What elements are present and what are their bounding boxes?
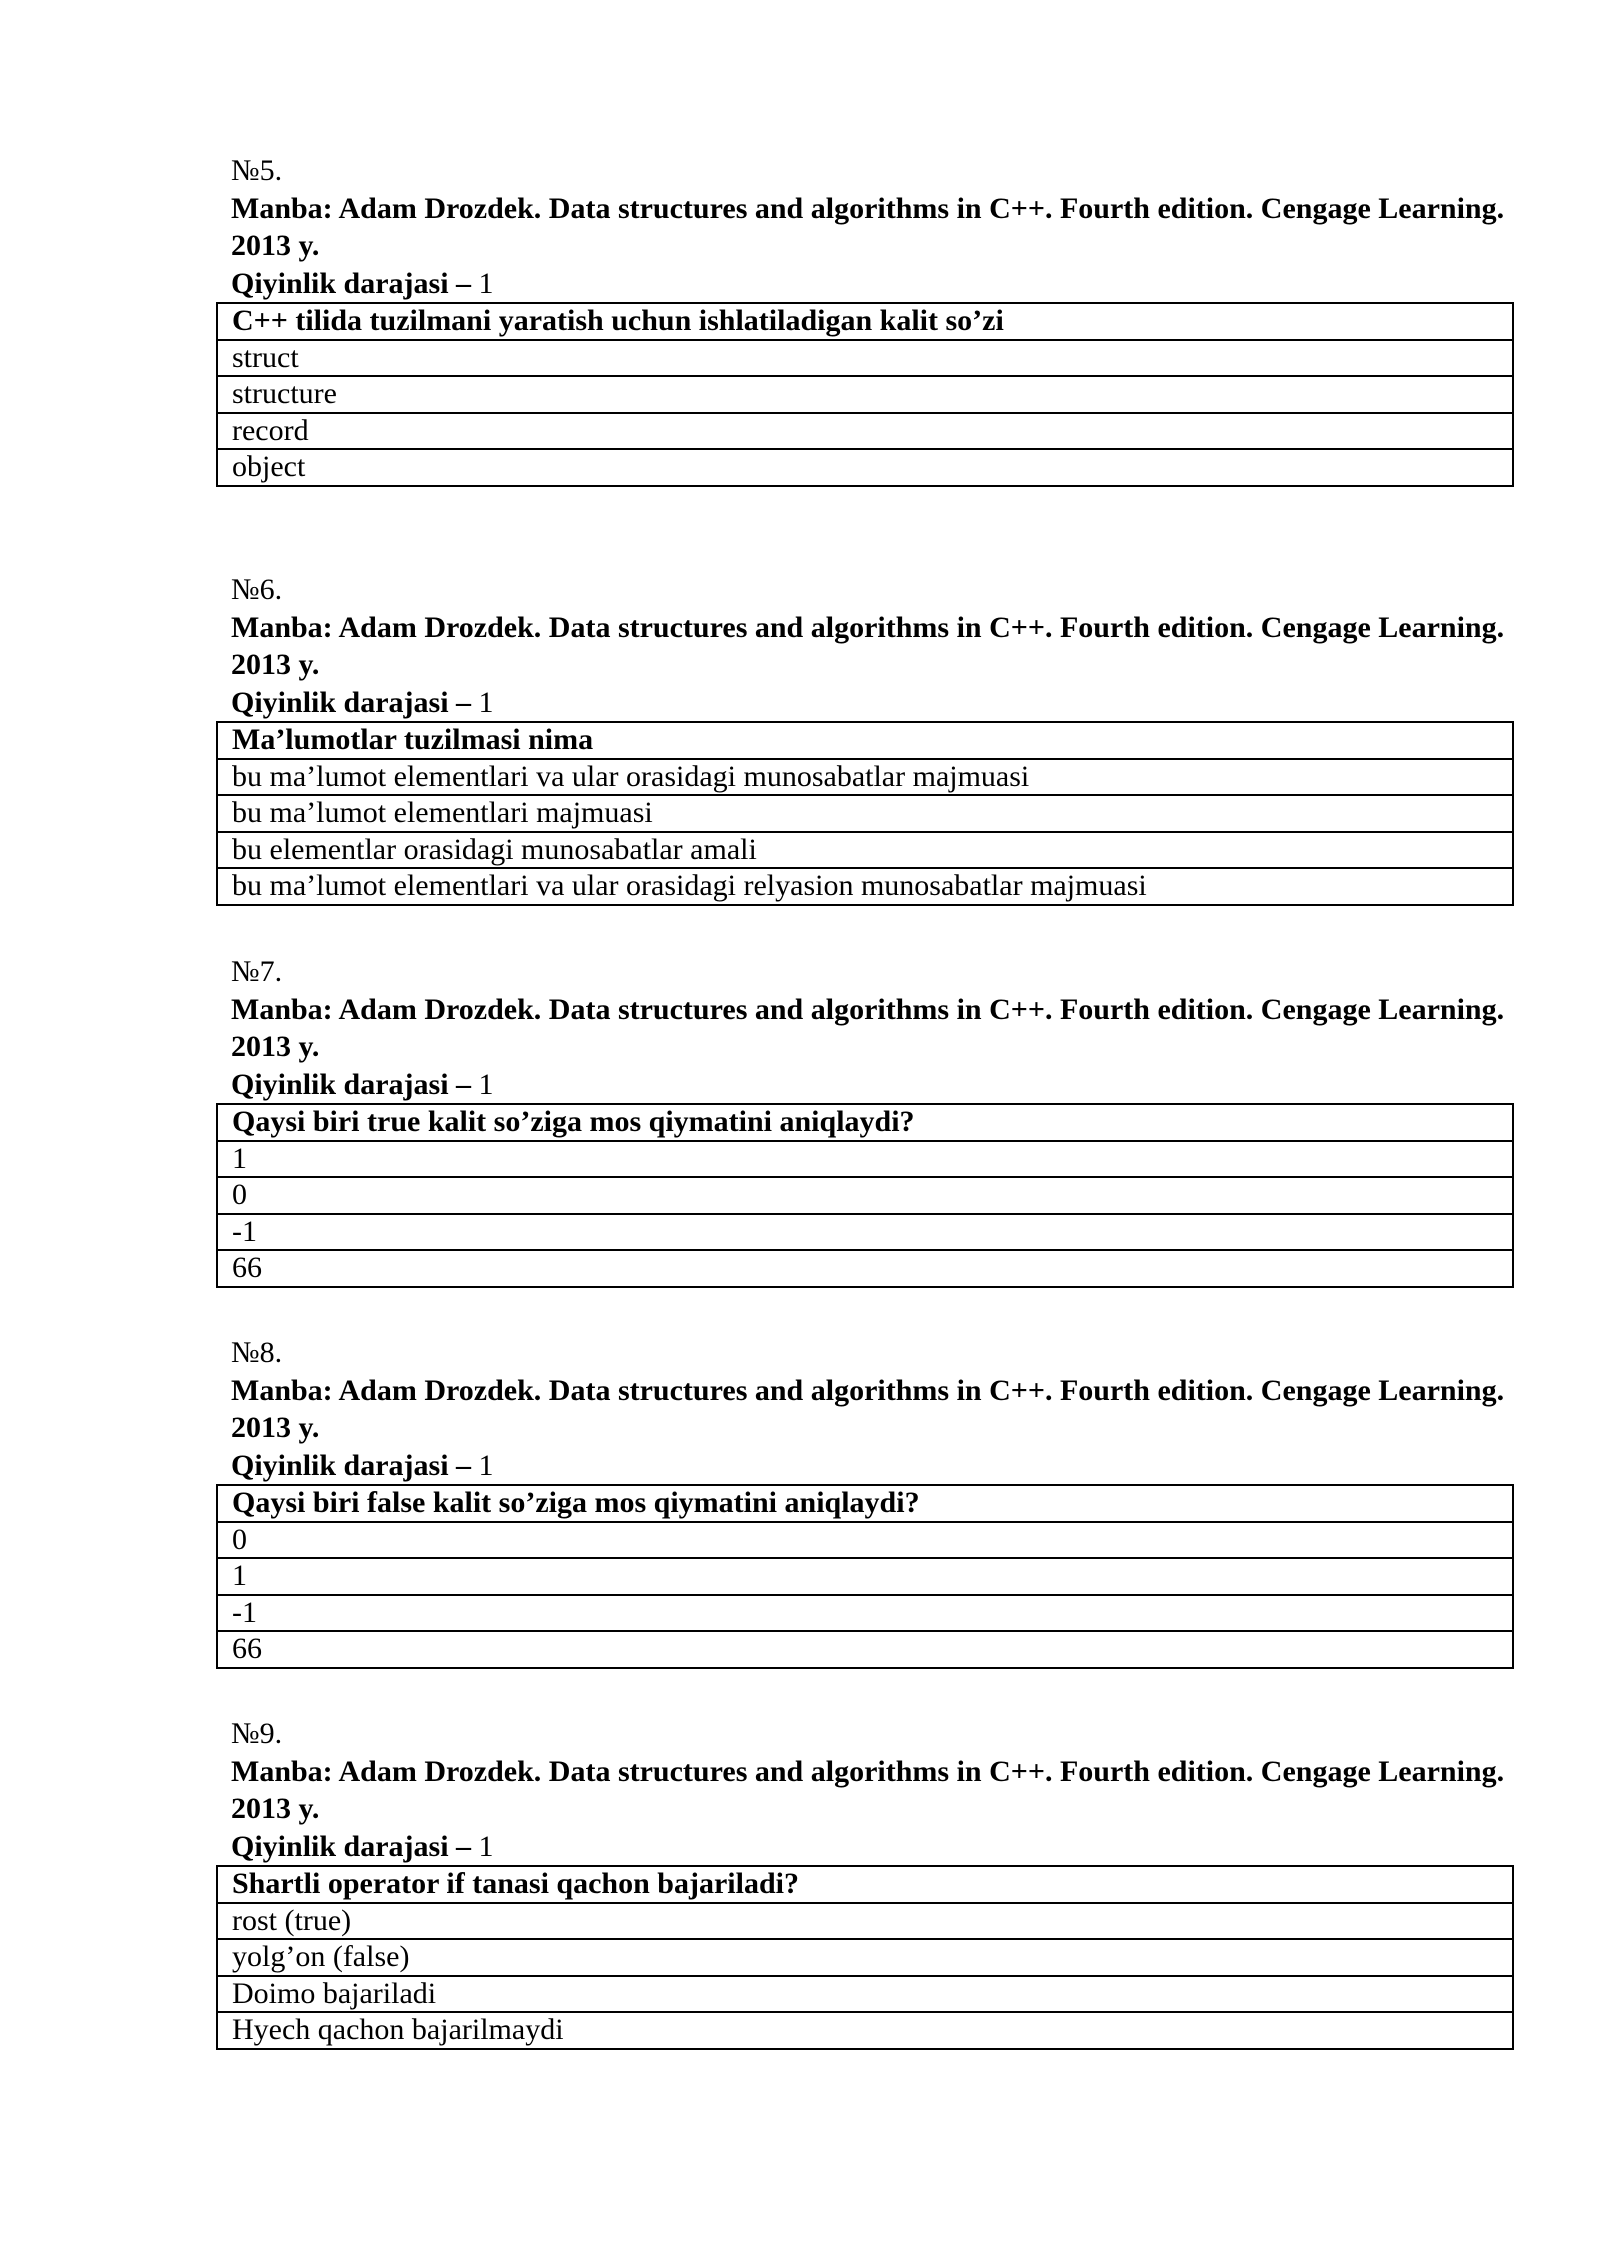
question-source: Manba: Adam Drozdek. Data structures and algorithms in C++. Fourth edition. Cengage Learning. 2013 y. [231,1373,1505,1444]
difficulty-label: Qiyinlik darajasi – [231,1829,472,1863]
answer-option: Doimo bajariladi [217,1976,1513,2013]
difficulty-level [216,1447,1514,1485]
question-prompt: Qaysi biri false kalit so’ziga mos qiymatini aniqlaydi? [217,1485,1513,1522]
question-prompt: Shartli operator if tanasi qachon bajariladi? [217,1866,1513,1903]
difficulty-label: Qiyinlik darajasi – [231,1448,472,1482]
question-8 [216,1334,1514,1669]
answer-table [216,302,1514,487]
question-number: №6. [231,573,283,606]
answer-option: bu ma’lumot elementlari majmuasi [217,795,1513,832]
answer-option: Hyech qachon bajarilmaydi [217,2012,1513,2049]
answer-option: 1 [217,1141,1513,1178]
answer-table [216,1103,1514,1288]
difficulty-value: 1 [478,685,494,719]
difficulty-value: 1 [478,1067,494,1101]
difficulty-label: Qiyinlik darajasi – [231,1067,472,1101]
question-5 [216,152,1514,487]
difficulty-label: Qiyinlik darajasi – [231,685,472,719]
answer-table [216,1484,1514,1669]
answer-option: 66 [217,1631,1513,1668]
answer-option: bu ma’lumot elementlari va ular orasidagi munosabatlar majmuasi [217,759,1513,796]
difficulty-value: 1 [478,1448,494,1482]
answer-option: bu elementlar orasidagi munosabatlar amali [217,832,1513,869]
answer-option: -1 [217,1595,1513,1632]
question-source: Manba: Adam Drozdek. Data structures and algorithms in C++. Fourth edition. Cengage Learning. 2013 y. [231,610,1505,681]
answer-table [216,721,1514,906]
answer-option: 66 [217,1250,1513,1287]
answer-option: rost (true) [217,1903,1513,1940]
question-source: Manba: Adam Drozdek. Data structures and algorithms in C++. Fourth edition. Cengage Learning. 2013 y. [231,992,1505,1063]
difficulty-level [216,265,1514,303]
answer-option: record [217,413,1513,450]
question-9 [216,1715,1514,2050]
question-source: Manba: Adam Drozdek. Data structures and algorithms in C++. Fourth edition. Cengage Learning. 2013 y. [231,1754,1505,1825]
answer-option: 1 [217,1558,1513,1595]
difficulty-label: Qiyinlik darajasi – [231,266,472,300]
answer-option: object [217,449,1513,486]
difficulty-level [216,1828,1514,1866]
difficulty-value: 1 [478,1829,494,1863]
question-number: №8. [231,1336,283,1369]
question-number: №7. [231,955,283,988]
question-number: №9. [231,1717,283,1750]
answer-option: -1 [217,1214,1513,1251]
question-prompt: Ma’lumotlar tuzilmasi nima [217,722,1513,759]
answer-option: struct [217,340,1513,377]
difficulty-value: 1 [478,266,494,300]
question-number: №5. [231,154,283,187]
question-prompt: Qaysi biri true kalit so’ziga mos qiymatini aniqlaydi? [217,1104,1513,1141]
answer-option: bu ma’lumot elementlari va ular orasidagi relyasion munosabatlar majmuasi [217,868,1513,905]
answer-option: structure [217,376,1513,413]
answer-option: yolg’on (false) [217,1939,1513,1976]
question-prompt: C++ tilida tuzilmani yaratish uchun ishlatiladigan kalit so’zi [217,303,1513,340]
question-7 [216,953,1514,1288]
answer-option: 0 [217,1177,1513,1214]
answer-table [216,1865,1514,2050]
difficulty-level [216,684,1514,722]
difficulty-level [216,1066,1514,1104]
question-source: Manba: Adam Drozdek. Data structures and algorithms in C++. Fourth edition. Cengage Learning. 2013 y. [231,191,1505,262]
answer-option: 0 [217,1522,1513,1559]
question-6 [216,571,1514,906]
